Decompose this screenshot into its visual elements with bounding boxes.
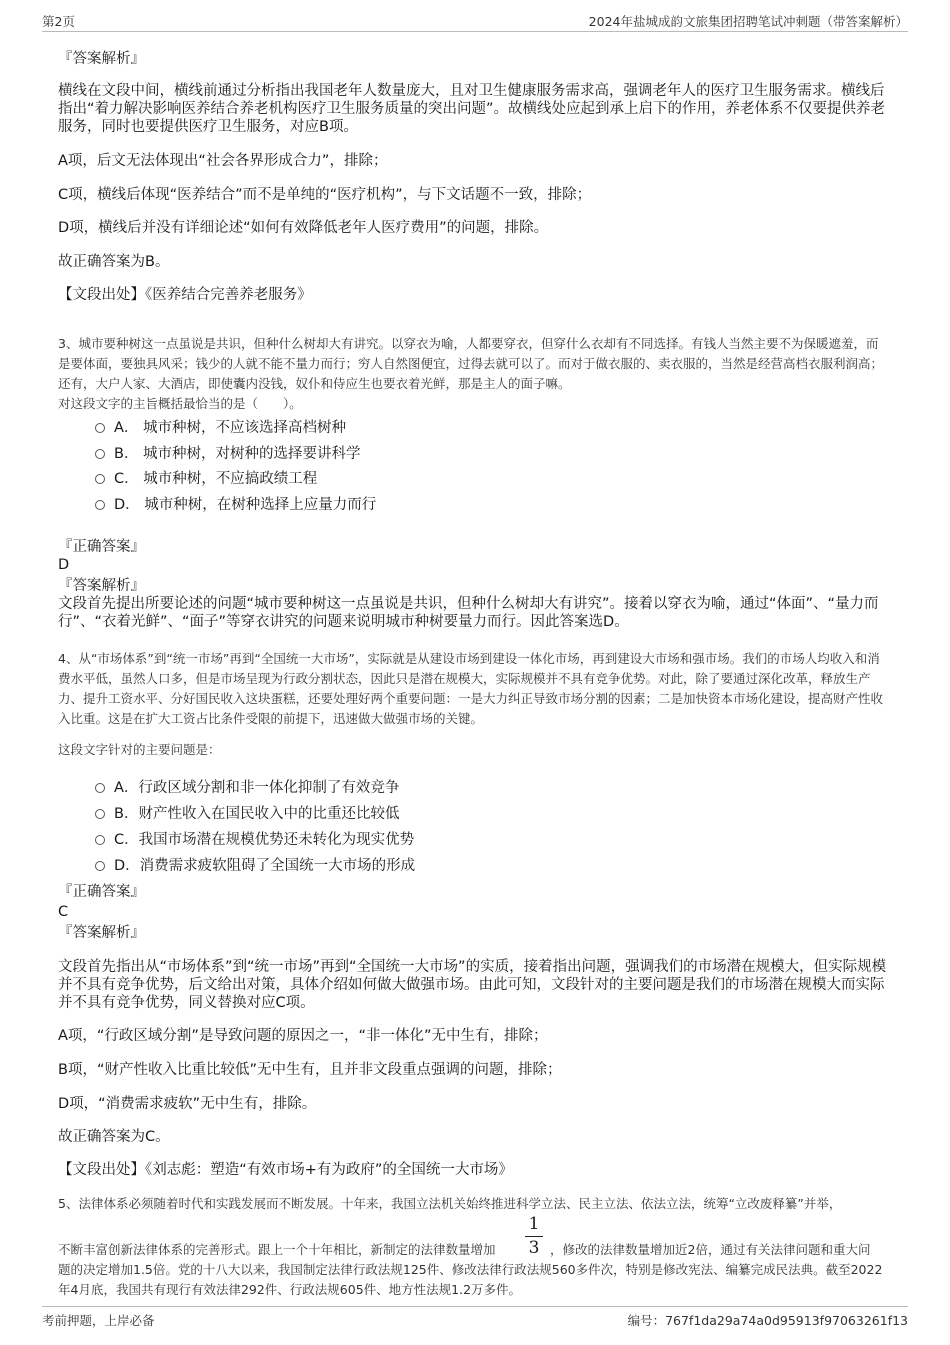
q4-question: 这段文字针对的主要问题是： [58,742,221,757]
q3-analysis-label: 『答案解析』 [58,578,145,594]
q5-stem-line1: 5、法律体系必须随着时代和实践发展而不断发展。十年来，我国立法机关始终推进科学立法、民主立法、依法立法，统筹“立改废释纂”并举， [58,1196,842,1211]
q4-stem: 4、从“市场体系”到“统一市场”再到“全国统一大市场”，实际就是从建设市场到建设一体化市场，再到建设大市场和强市场。我们的市场人均收入和消费水平低，虽然人口多，但是市场呈现为行政分割状态，因此只是潜在规模大，实际规模并不具有竞争优势。对此，除了要通过深化改革，释放生产力、提升工资水平、分好国民收入这块蛋糕，还要处理好两个重要问题：一是大力纠正导致市场分割的因素；二是加快资本市场化建设，提高财产性收入比重。这是在扩大工资占比条件受限的前提下，迅速做大做强市场的关键。 [58,651,884,726]
page-number: 第2页 [42,14,75,29]
q3-answer: D [58,557,70,573]
q3-option-a-label: A． 城市种树，不应该选择高档树种 [114,420,347,436]
q4-option-c[interactable] [95,831,414,849]
q4-answer: C [58,904,69,920]
q3-option-c-label: C． 城市种树，不应搞政绩工程 [114,471,318,487]
footer-slogan: 考前押题，上岸必备 [42,1313,155,1328]
q2-option-d-note: D项，横线后并没有详细论述“如何有效降低老年人医疗费用”的问题，排除。 [58,220,549,236]
q4-option-d[interactable] [95,857,415,875]
fraction-one-third [523,1214,545,1259]
q5-stem-line2b: ，修改的法律数量增加近2倍，通过有关法律问题和重大问 [550,1242,871,1257]
q4-option-b[interactable] [95,805,399,823]
radio-icon[interactable] [95,783,105,793]
document-title: 2024年盐城成韵文旅集团招聘笔试冲刺题（带答案解析） [588,14,908,29]
q3-option-d[interactable] [95,496,376,514]
fraction-bar [525,1236,543,1237]
radio-icon[interactable] [95,835,105,845]
q5-stem-rest: 题的决定增加1.5倍。党的十八大以来，我国制定法律行政法规125件、修改法律行政法规560多件次，特别是修改宪法、编纂完成民法典。截至2022年4月底，我国共有现行有效法律292件、行政法规605件、地方性法规1.2万多件。 [58,1262,883,1297]
radio-icon[interactable] [95,423,105,433]
q4-analysis-label: 『答案解析』 [58,925,145,941]
radio-icon[interactable] [95,500,105,510]
radio-icon[interactable] [95,449,105,459]
q5-stem-line2a: 不断丰富创新法律体系的完善形式。跟上一个十年相比，新制定的法律数量增加 [58,1242,496,1257]
q3-option-b-label: B． 城市种树，对树种的选择要讲科学 [114,446,361,462]
fraction-numerator: 1 [528,1214,540,1234]
q3-option-b[interactable] [95,445,361,463]
q3-option-a[interactable] [95,419,346,437]
q4-source: 【文段出处】《刘志彪：塑造“有效市场+有为政府”的全国统一大市场》 [58,1162,513,1178]
fraction-denominator: 3 [528,1238,540,1258]
q2-option-a-note: A项，后文无法体现出“社会各界形成合力”，排除； [58,153,388,169]
q2-source: 【文段出处】《医养结合完善养老服务》 [58,287,312,303]
q4-answer-label: 『正确答案』 [58,884,145,900]
q3-question: 对这段文字的主旨概括最恰当的是（ ）。 [58,396,302,411]
radio-icon[interactable] [95,474,105,484]
q4-conclusion: 故正确答案为C。 [58,1129,170,1145]
q4-option-b-note: B项，“财产性收入比重比较低”无中生有，且并非文段重点强调的问题，排除； [58,1062,562,1078]
radio-icon[interactable] [95,861,105,871]
q2-analysis: 横线在文段中间，横线前通过分析指出我国老年人数量庞大，且对卫生健康服务需求高，强调老年人的医疗卫生服务需求。横线后指出“着力解决影响医养结合养老机构医疗卫生服务质量的突出问题”。故横线处应起到承上启下的作用，养老体系不仅要提供养老服务，同时也要提供医疗卫生服务，对应B项。 [58,83,886,135]
footer-divider [42,1306,908,1307]
q3-analysis: 文段首先提出所要论述的问题“城市要种树这一点虽说是共识，但种什么树却大有讲究”。接着以穿衣为喻，通过“体面”、“量力而行”、“衣着光鲜”、“面子”等穿衣讲究的问题来说明城市种树要量力而行。因此答案选D。 [58,596,879,630]
q4-option-d-note: D项，“消费需求疲软”无中生有，排除。 [58,1096,317,1112]
q3-option-d-label: D． 城市种树，在树种选择上应量力而行 [114,497,377,513]
page-header [42,8,908,28]
q2-analysis-label: 『答案解析』 [58,51,145,67]
q3-option-c[interactable] [95,470,317,488]
q2-conclusion: 故正确答案为B。 [58,254,170,270]
q2-option-c-note: C项，横线后体现“医养结合”而不是单纯的“医疗机构”，与下文话题不一致，排除； [58,187,592,203]
document-id: 编号：767f1da29a74a0d95913f97063261f13 [627,1313,908,1328]
header-divider [42,31,908,32]
q4-option-c-label: C．我国市场潜在规模优势还未转化为现实优势 [114,832,415,848]
radio-icon[interactable] [95,809,105,819]
q4-option-a-note: A项，“行政区域分割”是导致问题的原因之一，“非一体化”无中生有，排除； [58,1028,548,1044]
q4-option-d-label: D．消费需求疲软阻碍了全国统一大市场的形成 [114,858,416,874]
q4-option-b-label: B．财产性收入在国民收入中的比重还比较低 [114,806,400,822]
q4-option-a-label: A．行政区域分割和非一体化抑制了有效竞争 [114,780,400,796]
q4-analysis: 文段首先指出从“市场体系”到“统一市场”再到“全国统一大市场”的实质，接着指出问题，强调我们的市场潜在规模大，但实际规模并不具有竞争优势，后文给出对策，具体介绍如何做大做强市场。由此可知，文段针对的主要问题是我们的市场潜在规模大而实际并不具有竞争优势，同义替换对应C项。 [58,959,887,1011]
q3-answer-label: 『正确答案』 [58,539,145,555]
q4-option-a[interactable] [95,779,399,797]
q3-stem: 3、城市要种树这一点虽说是共识，但种什么树却大有讲究。以穿衣为喻，人都要穿衣，但穿什么衣却有不同选择。有钱人当然主要不为保暖遮羞，而是要体面，要独具风采；钱少的人就不能不量力而行；穷人自然图便宜，过得去就可以了。而对于做衣服的、卖衣服的，当然是经营高档衣服利润高；还有，大户人家、大酒店，即使囊内没钱，奴仆和侍应生也要衣着光鲜，那是主人的面子嘛。 [58,336,884,391]
